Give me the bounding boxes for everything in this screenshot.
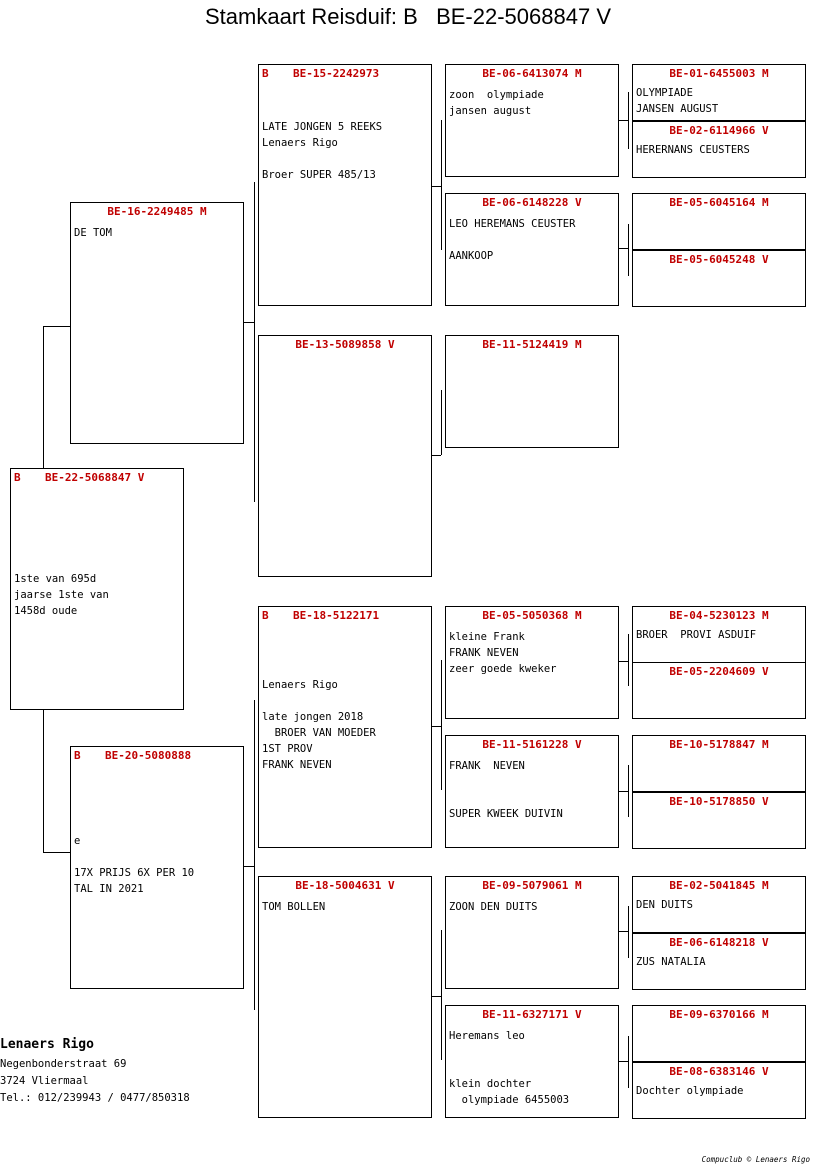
owner-address	[0, 1036, 190, 1107]
pigeon-notes: FRANK NEVEN SUPER KWEEK DUIVIN	[449, 760, 563, 820]
pigeon-card-mff[interactable]	[445, 606, 619, 719]
connector-line	[618, 661, 628, 662]
pigeon-notes: HERERNANS CEUSTERS	[636, 144, 750, 156]
ring-number: BE-18-5122171	[293, 609, 380, 622]
ring-number: BE-11-5124419 M	[482, 338, 582, 351]
connector-line	[43, 709, 44, 852]
connector-line	[243, 322, 254, 323]
connector-line	[628, 1036, 629, 1088]
pigeon-card-fmf[interactable]	[445, 335, 619, 448]
connector-line	[628, 224, 629, 276]
ring-number: BE-05-6045248 V	[669, 253, 769, 266]
connector-line	[431, 455, 441, 456]
ring-number: BE-16-2249485 M	[107, 205, 207, 218]
connector-line	[618, 931, 628, 932]
pigeon-notes: TOM BOLLEN	[262, 901, 326, 913]
pigeon-notes: LATE JONGEN 5 REEKS Lenaers Rigo Broer SUPER 485/13	[262, 121, 383, 181]
pigeon-notes: zoon olympiade jansen august	[449, 89, 544, 117]
pigeon-card-g1[interactable]	[632, 64, 806, 121]
pigeon-card-mother[interactable]	[70, 746, 244, 989]
ring-number: BE-15-2242973	[293, 67, 380, 80]
pigeon-card-g6[interactable]	[632, 662, 806, 719]
owner-street: Negenbonderstraat 69	[0, 1058, 127, 1070]
connector-line	[628, 92, 629, 149]
pigeon-notes: Lenaers Rigo late jongen 2018 BROER VAN MOEDER 1ST PROV FRANK NEVEN	[262, 679, 376, 771]
connector-line	[618, 791, 628, 792]
connector-line	[243, 866, 254, 867]
ring-number: BE-11-6327171 V	[482, 1008, 582, 1021]
pigeon-card-g7[interactable]	[632, 735, 806, 792]
ring-number: BE-04-5230123 M	[669, 609, 769, 622]
owner-name: Lenaers Rigo	[0, 1037, 94, 1052]
connector-line	[628, 765, 629, 817]
connector-line	[628, 906, 629, 958]
ring-number: BE-06-6148228 V	[482, 196, 582, 209]
connector-line	[254, 182, 255, 502]
pigeon-card-mmm[interactable]	[445, 1005, 619, 1118]
ring-number: BE-22-5068847 V	[45, 471, 145, 484]
pigeon-notes: LEO HEREMANS CEUSTER AANKOOP	[449, 218, 576, 262]
ring-number: BE-18-5004631 V	[295, 879, 395, 892]
sex-label: B	[14, 471, 21, 484]
pigeon-notes: Dochter olympiade	[636, 1085, 744, 1097]
connector-line	[43, 326, 44, 469]
pigeon-card-mmf[interactable]	[445, 876, 619, 989]
pigeon-notes: 1ste van 695d jaarse 1ste van 1458d oude	[14, 573, 109, 617]
ring-number: BE-08-6383146 V	[669, 1065, 769, 1078]
pigeon-notes: BROER PROVI ASDUIF	[636, 629, 757, 641]
ring-number: BE-02-5041845 M	[669, 879, 769, 892]
pigeon-card-ff[interactable]	[258, 64, 432, 306]
pigeon-notes: kleine Frank FRANK NEVEN zeer goede kweker	[449, 631, 557, 675]
pigeon-notes: DE TOM	[74, 227, 112, 239]
owner-city: 3724 Vliermaal	[0, 1075, 89, 1087]
ring-number: BE-05-6045164 M	[669, 196, 769, 209]
ring-number: BE-09-5079061 M	[482, 879, 582, 892]
connector-line	[618, 248, 628, 249]
ring-number: BE-13-5089858 V	[295, 338, 395, 351]
pigeon-card-g12[interactable]	[632, 1062, 806, 1119]
pigeon-card-g8[interactable]	[632, 792, 806, 849]
pigeon-card-g11[interactable]	[632, 1005, 806, 1062]
pigeon-notes: DEN DUITS	[636, 899, 693, 911]
connector-line	[441, 930, 442, 1060]
ring-number: BE-05-5050368 M	[482, 609, 582, 622]
pigeon-notes: OLYMPIADE JANSEN AUGUST	[636, 87, 719, 115]
pigeon-card-fff[interactable]	[445, 64, 619, 177]
connector-line	[431, 186, 441, 187]
pigeon-card-father[interactable]	[70, 202, 244, 444]
sex-label: B	[74, 749, 81, 762]
pigeon-card-g4[interactable]	[632, 250, 806, 307]
pigeon-card-self[interactable]	[10, 468, 184, 710]
connector-line	[441, 120, 442, 250]
connector-line	[431, 726, 441, 727]
footer-credit: Compuclub © Lenaers Rigo	[701, 1155, 810, 1164]
pigeon-notes: ZOON DEN DUITS	[449, 901, 538, 913]
owner-phone: Tel.: 012/239943 / 0477/850318	[0, 1092, 190, 1104]
ring-number: BE-01-6455003 M	[669, 67, 769, 80]
pigeon-card-fm[interactable]	[258, 335, 432, 577]
ring-number: BE-05-2204609 V	[669, 665, 769, 678]
sex-label: B	[262, 609, 269, 622]
pigeon-card-g9[interactable]	[632, 876, 806, 933]
ring-number: BE-10-5178850 V	[669, 795, 769, 808]
connector-line	[628, 634, 629, 686]
connector-line	[254, 700, 255, 1010]
pigeon-card-mfm[interactable]	[445, 735, 619, 848]
ring-number: BE-11-5161228 V	[482, 738, 582, 751]
pigeon-card-g10[interactable]	[632, 933, 806, 990]
pigeon-card-ffm[interactable]	[445, 193, 619, 306]
connector-line	[441, 390, 442, 455]
connector-line	[441, 660, 442, 790]
ring-number: BE-10-5178847 M	[669, 738, 769, 751]
sex-label: B	[262, 67, 269, 80]
ring-number: BE-06-6148218 V	[669, 936, 769, 949]
connector-line	[618, 120, 628, 121]
ring-number: BE-02-6114966 V	[669, 124, 769, 137]
ring-number: BE-20-5080888	[105, 749, 192, 762]
page-title: Stamkaart Reisduif: B BE-22-5068847 V	[205, 4, 611, 29]
connector-line	[618, 1061, 628, 1062]
connector-line	[43, 852, 70, 853]
pigeon-notes: Heremans leo klein dochter olympiade 6455003	[449, 1030, 570, 1106]
pigeon-notes: e 17X PRIJS 6X PER 10 TAL IN 2021	[74, 835, 195, 895]
connector-line	[431, 996, 441, 997]
pigeon-card-g5[interactable]	[632, 606, 806, 663]
pigeon-card-g2[interactable]	[632, 121, 806, 178]
pigeon-card-g3[interactable]	[632, 193, 806, 250]
pigeon-card-mf[interactable]	[258, 606, 432, 848]
pigeon-card-mm[interactable]	[258, 876, 432, 1118]
ring-number: BE-06-6413074 M	[482, 67, 582, 80]
connector-line	[43, 326, 70, 327]
ring-number: BE-09-6370166 M	[669, 1008, 769, 1021]
pigeon-notes: ZUS NATALIA	[636, 956, 706, 968]
